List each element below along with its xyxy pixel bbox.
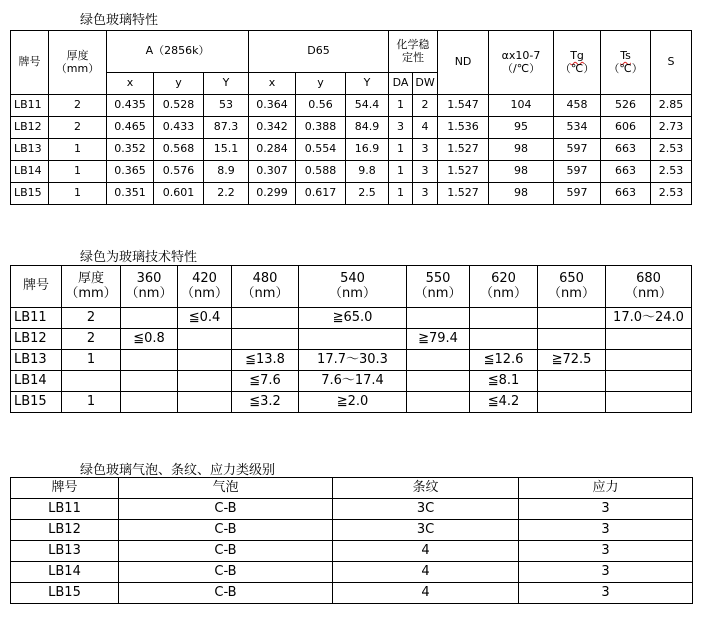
col-brand-header: 牌号 <box>11 266 62 308</box>
thickness-label: 厚度 <box>66 48 89 62</box>
table-cell: 1 <box>49 161 107 183</box>
table-cell: C-B <box>119 499 333 520</box>
table-cell: 2 <box>413 95 438 117</box>
tg-label: Tg <box>570 48 584 62</box>
table-cell: 0.284 <box>249 139 296 161</box>
table-cell: 1.536 <box>438 117 489 139</box>
wavelength-header <box>538 266 606 308</box>
thickness-unit: （mm） <box>55 61 100 75</box>
sub-header: Y <box>346 73 389 95</box>
table-cell: 2 <box>49 117 107 139</box>
alpha-unit: （/℃） <box>502 61 541 75</box>
table-cell: 663 <box>601 183 651 205</box>
col-stripe-header: 条纹 <box>333 478 519 499</box>
tg-unit: （℃） <box>559 61 595 75</box>
alpha-label: αx10-7 <box>501 48 541 62</box>
table-cell: ≦7.6 <box>232 371 299 392</box>
sub-header: x <box>107 73 154 95</box>
col-brand-header: 牌号 <box>11 31 49 95</box>
table-cell: 3C <box>333 520 519 541</box>
table-cell <box>407 350 470 371</box>
table-row <box>11 499 693 520</box>
ts-header <box>601 31 651 95</box>
nm-unit: （nm） <box>125 285 173 301</box>
wavelength-value: 550 <box>425 270 451 286</box>
table-cell <box>62 371 121 392</box>
table-cell <box>299 329 407 350</box>
table-cell: 0.554 <box>296 139 346 161</box>
chem-stability-header <box>389 31 438 73</box>
table-cell: 1 <box>62 350 121 371</box>
table-cell: 2.5 <box>346 183 389 205</box>
table-cell: 3 <box>413 183 438 205</box>
table-cell: 0.588 <box>296 161 346 183</box>
nm-unit: （nm） <box>548 285 595 301</box>
table-cell <box>407 308 470 329</box>
table-cell: 17.0～24.0 <box>606 308 692 329</box>
table-cell: 7.6～17.4 <box>299 371 407 392</box>
table-cell: 1 <box>62 392 121 413</box>
table-row <box>11 583 693 604</box>
wavelength-value: 420 <box>192 270 217 286</box>
brand-cell: LB12 <box>11 520 119 541</box>
brand-cell: LB14 <box>11 562 119 583</box>
nm-unit: （nm） <box>329 285 376 301</box>
table-cell: ≦0.8 <box>121 329 178 350</box>
thickness-unit: （mm） <box>65 285 117 301</box>
table-cell: 2.53 <box>651 183 692 205</box>
table-cell <box>606 329 692 350</box>
nm-unit: （nm） <box>181 285 228 301</box>
table-cell: 0.433 <box>154 117 204 139</box>
nm-unit: （nm） <box>625 285 672 301</box>
wavelength-header <box>606 266 692 308</box>
table-cell: 0.351 <box>107 183 154 205</box>
table-cell: 597 <box>554 183 601 205</box>
table-cell: 526 <box>601 95 651 117</box>
wavelength-header <box>299 266 407 308</box>
table-cell: C-B <box>119 562 333 583</box>
brand-cell: LB13 <box>11 350 62 371</box>
table-cell <box>178 371 232 392</box>
table-row <box>11 541 693 562</box>
table-cell <box>121 392 178 413</box>
table-cell: 2.53 <box>651 139 692 161</box>
table-cell: 15.1 <box>204 139 249 161</box>
table3-title: 绿色玻璃气泡、条纹、应力类级别 <box>80 463 276 478</box>
table-cell: 663 <box>601 139 651 161</box>
brand-cell: LB14 <box>11 371 62 392</box>
sub-header: DW <box>413 73 438 95</box>
table-cell <box>538 308 606 329</box>
wavelength-header <box>178 266 232 308</box>
brand-cell: LB15 <box>11 583 119 604</box>
nm-unit: （nm） <box>414 285 462 301</box>
table-cell: 2 <box>62 308 121 329</box>
table-cell: 0.601 <box>154 183 204 205</box>
table-cell <box>538 392 606 413</box>
table-cell: ≧72.5 <box>538 350 606 371</box>
table-cell: 0.388 <box>296 117 346 139</box>
brand-cell: LB14 <box>11 161 49 183</box>
table-row <box>11 308 692 329</box>
wavelength-value: 620 <box>491 270 516 286</box>
table-row <box>11 520 693 541</box>
table-cell <box>178 350 232 371</box>
table-cell: 1 <box>389 95 413 117</box>
table2-title: 绿色为玻璃技术特性 <box>80 250 198 265</box>
table-cell: 1 <box>389 161 413 183</box>
table-cell: 1 <box>49 183 107 205</box>
table-cell: 3 <box>519 583 693 604</box>
d65-group-header: D65 <box>249 31 389 73</box>
table-cell: 16.9 <box>346 139 389 161</box>
col-stress-header: 应力 <box>519 478 693 499</box>
table-cell <box>470 308 538 329</box>
table-cell: 606 <box>601 117 651 139</box>
wavelength-value: 680 <box>636 270 661 286</box>
table-cell: 0.576 <box>154 161 204 183</box>
nm-unit: （nm） <box>241 285 289 301</box>
nd-header: ND <box>438 31 489 95</box>
table-row <box>11 329 692 350</box>
table-cell: ≧2.0 <box>299 392 407 413</box>
table-cell: 4 <box>333 583 519 604</box>
table-cell: 1 <box>389 183 413 205</box>
table-cell <box>121 371 178 392</box>
table-cell: 4 <box>333 541 519 562</box>
table-cell: 1.527 <box>438 161 489 183</box>
table-cell: ≦13.8 <box>232 350 299 371</box>
table-cell <box>232 308 299 329</box>
chem-stability-line1: 化学稳 <box>396 37 430 51</box>
table-row <box>11 183 692 205</box>
table-cell: 98 <box>489 183 554 205</box>
table-row <box>11 139 692 161</box>
alpha-header <box>489 31 554 95</box>
table-cell: 0.435 <box>107 95 154 117</box>
brand-cell: LB15 <box>11 392 62 413</box>
table-cell: 0.528 <box>154 95 204 117</box>
table-cell: 3 <box>519 562 693 583</box>
brand-cell: LB11 <box>11 499 119 520</box>
table-cell: 87.3 <box>204 117 249 139</box>
table-cell: 0.307 <box>249 161 296 183</box>
table-cell <box>606 350 692 371</box>
table1-title: 绿色玻璃特性 <box>80 13 159 28</box>
table-cell: 0.364 <box>249 95 296 117</box>
table-cell: 1 <box>49 139 107 161</box>
table-row <box>11 350 692 371</box>
table-cell: 0.365 <box>107 161 154 183</box>
table-cell: 2.85 <box>651 95 692 117</box>
table-row <box>11 95 692 117</box>
nm-unit: （nm） <box>480 285 527 301</box>
table-cell: ≦0.4 <box>178 308 232 329</box>
table-cell: C-B <box>119 541 333 562</box>
table-cell: 2.73 <box>651 117 692 139</box>
table-cell: 3 <box>389 117 413 139</box>
defect-grade-table <box>10 477 693 604</box>
table-cell: 104 <box>489 95 554 117</box>
sub-header: DA <box>389 73 413 95</box>
wavelength-value: 650 <box>559 270 584 286</box>
table-cell: 3C <box>333 499 519 520</box>
table-cell: 663 <box>601 161 651 183</box>
table-cell: 0.465 <box>107 117 154 139</box>
col-thickness-header <box>62 266 121 308</box>
table-cell: 0.617 <box>296 183 346 205</box>
sub-header: Y <box>204 73 249 95</box>
wavelength-header <box>232 266 299 308</box>
thickness-label: 厚度 <box>77 270 104 286</box>
table-cell: 17.7～30.3 <box>299 350 407 371</box>
col-bubble-header: 气泡 <box>119 478 333 499</box>
table-cell: 0.352 <box>107 139 154 161</box>
table-cell <box>606 371 692 392</box>
a-group-header: A（2856k） <box>107 31 249 73</box>
table-cell <box>121 350 178 371</box>
table-row <box>11 371 692 392</box>
wavelength-header <box>121 266 178 308</box>
table-cell: 0.299 <box>249 183 296 205</box>
wavelength-header <box>407 266 470 308</box>
table-row <box>11 562 693 583</box>
table-cell: 458 <box>554 95 601 117</box>
ts-label: Ts <box>620 48 631 62</box>
s-header: S <box>651 31 692 95</box>
table-cell: 0.342 <box>249 117 296 139</box>
table-cell: 98 <box>489 161 554 183</box>
table-cell: 0.568 <box>154 139 204 161</box>
table-row <box>11 161 692 183</box>
table-cell: 2 <box>49 95 107 117</box>
brand-cell: LB13 <box>11 139 49 161</box>
col-thickness-header <box>49 31 107 95</box>
wavelength-value: 540 <box>340 270 365 286</box>
table-cell: 3 <box>519 541 693 562</box>
table-cell: 98 <box>489 139 554 161</box>
table-cell: 1.527 <box>438 183 489 205</box>
brand-cell: LB15 <box>11 183 49 205</box>
sub-header: x <box>249 73 296 95</box>
table-cell: 54.4 <box>346 95 389 117</box>
table-cell: ≧65.0 <box>299 308 407 329</box>
table-cell: 597 <box>554 161 601 183</box>
table-cell: 2.53 <box>651 161 692 183</box>
sub-header: y <box>154 73 204 95</box>
table-cell: 84.9 <box>346 117 389 139</box>
table-row <box>11 392 692 413</box>
table-cell <box>178 392 232 413</box>
wavelength-value: 480 <box>252 270 278 286</box>
table-cell <box>121 308 178 329</box>
table-cell <box>606 392 692 413</box>
table-cell: ≧79.4 <box>407 329 470 350</box>
table-cell: 3 <box>519 499 693 520</box>
table-cell: 1.527 <box>438 139 489 161</box>
table-cell: 2.2 <box>204 183 249 205</box>
table-cell: 8.9 <box>204 161 249 183</box>
table-cell <box>178 329 232 350</box>
table-cell: ≦3.2 <box>232 392 299 413</box>
table-cell: ≦12.6 <box>470 350 538 371</box>
brand-cell: LB13 <box>11 541 119 562</box>
table-cell: ≦8.1 <box>470 371 538 392</box>
brand-cell: LB12 <box>11 329 62 350</box>
table-cell <box>407 371 470 392</box>
table-cell <box>232 329 299 350</box>
table-cell: 0.56 <box>296 95 346 117</box>
ts-unit: （℃） <box>608 61 643 75</box>
table-cell: 9.8 <box>346 161 389 183</box>
table-cell: 95 <box>489 117 554 139</box>
table-cell: 3 <box>413 161 438 183</box>
table-cell <box>407 392 470 413</box>
chem-stability-line2: 定性 <box>402 50 425 64</box>
table-cell: 1 <box>389 139 413 161</box>
table-cell: 4 <box>413 117 438 139</box>
table-cell: C-B <box>119 583 333 604</box>
tg-header <box>554 31 601 95</box>
wavelength-value: 360 <box>136 270 162 286</box>
wavelength-header <box>470 266 538 308</box>
glass-properties-table <box>10 30 692 205</box>
table-cell: ≦4.2 <box>470 392 538 413</box>
brand-cell: LB11 <box>11 95 49 117</box>
table-cell: 1.547 <box>438 95 489 117</box>
table-row <box>11 117 692 139</box>
table-cell: 3 <box>519 520 693 541</box>
table-cell: 2 <box>62 329 121 350</box>
table-cell: 4 <box>333 562 519 583</box>
col-brand-header: 牌号 <box>11 478 119 499</box>
table-cell: 534 <box>554 117 601 139</box>
table-cell <box>538 371 606 392</box>
table-cell: 597 <box>554 139 601 161</box>
table-cell <box>470 329 538 350</box>
table-cell: 53 <box>204 95 249 117</box>
brand-cell: LB11 <box>11 308 62 329</box>
table-cell <box>538 329 606 350</box>
table-cell: C-B <box>119 520 333 541</box>
brand-cell: LB12 <box>11 117 49 139</box>
sub-header: y <box>296 73 346 95</box>
technical-properties-table <box>10 265 692 413</box>
table-cell: 3 <box>413 139 438 161</box>
